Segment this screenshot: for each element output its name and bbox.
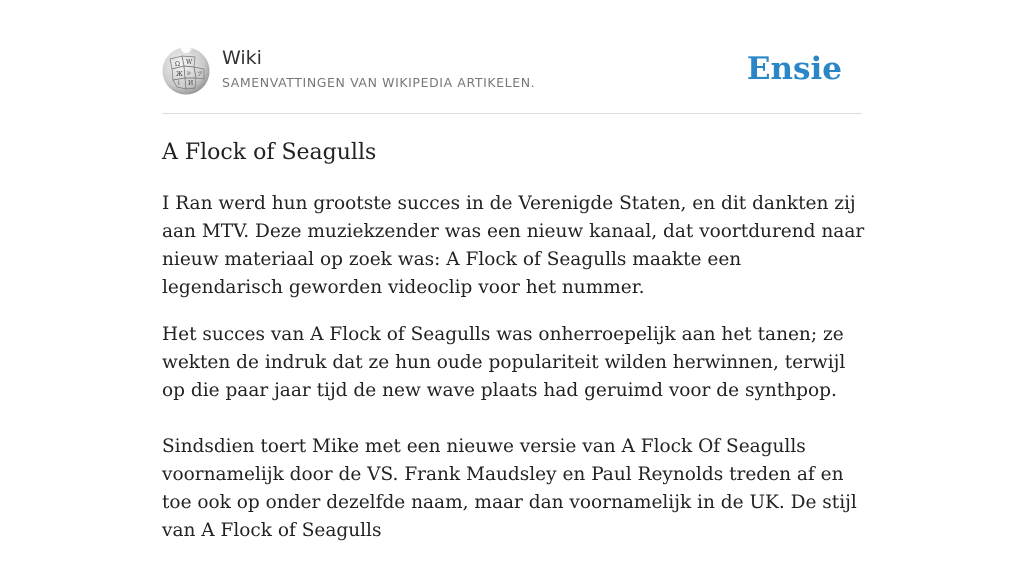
page-container [162,0,865,541]
article-title: A Flock of Seagulls [162,140,377,165]
svg-text:И: И [188,80,194,87]
site-header [162,0,862,114]
article-body [162,190,868,564]
article-paragraph-1: I Ran werd hun grootste succes in de Verenigde Staten, en dit dankten zij aan MTV. Deze muziekzender was een nieuw kanaal, dat voortdurend naar nieuw materiaal op zoek was: A Flock of Seagulls maakte een legendarisch geworden videoclip voor het nummer. [162,193,865,298]
svg-text:ν: ν [187,70,191,77]
ensie-brand-logo[interactable]: Ensie [746,51,842,87]
svg-text:ا: ا [178,80,180,87]
site-name[interactable]: Wiki [222,47,262,69]
svg-text:Ω: Ω [175,61,180,68]
article-paragraph-3: Sindsdien toert Mike met een nieuwe versie van A Flock Of Seagulls voornamelijk door de VS. Frank Maudsley en Paul Reynolds treden af en toe ook op onder dezelfde naam, maar dan voornamelijk in de UK. De stijl van A Flock of Seagulls [162,436,857,541]
wikipedia-globe-icon[interactable] [162,47,210,95]
svg-text:Ж: Ж [176,71,183,78]
article-paragraph-2: Het succes van A Flock of Seagulls was onherroepelijk aan het tanen; ze wekten de indruk dat ze hun oude populariteit wilden herwinnen, terwijl op die paar jaar tijd de new wave plaats had geruimd voor de synthpop. [162,324,846,401]
svg-text:W: W [186,59,193,66]
svg-text:ア: ア [197,71,204,78]
site-tagline: SAMENVATTINGEN VAN WIKIPEDIA ARTIKELEN. [222,75,536,90]
